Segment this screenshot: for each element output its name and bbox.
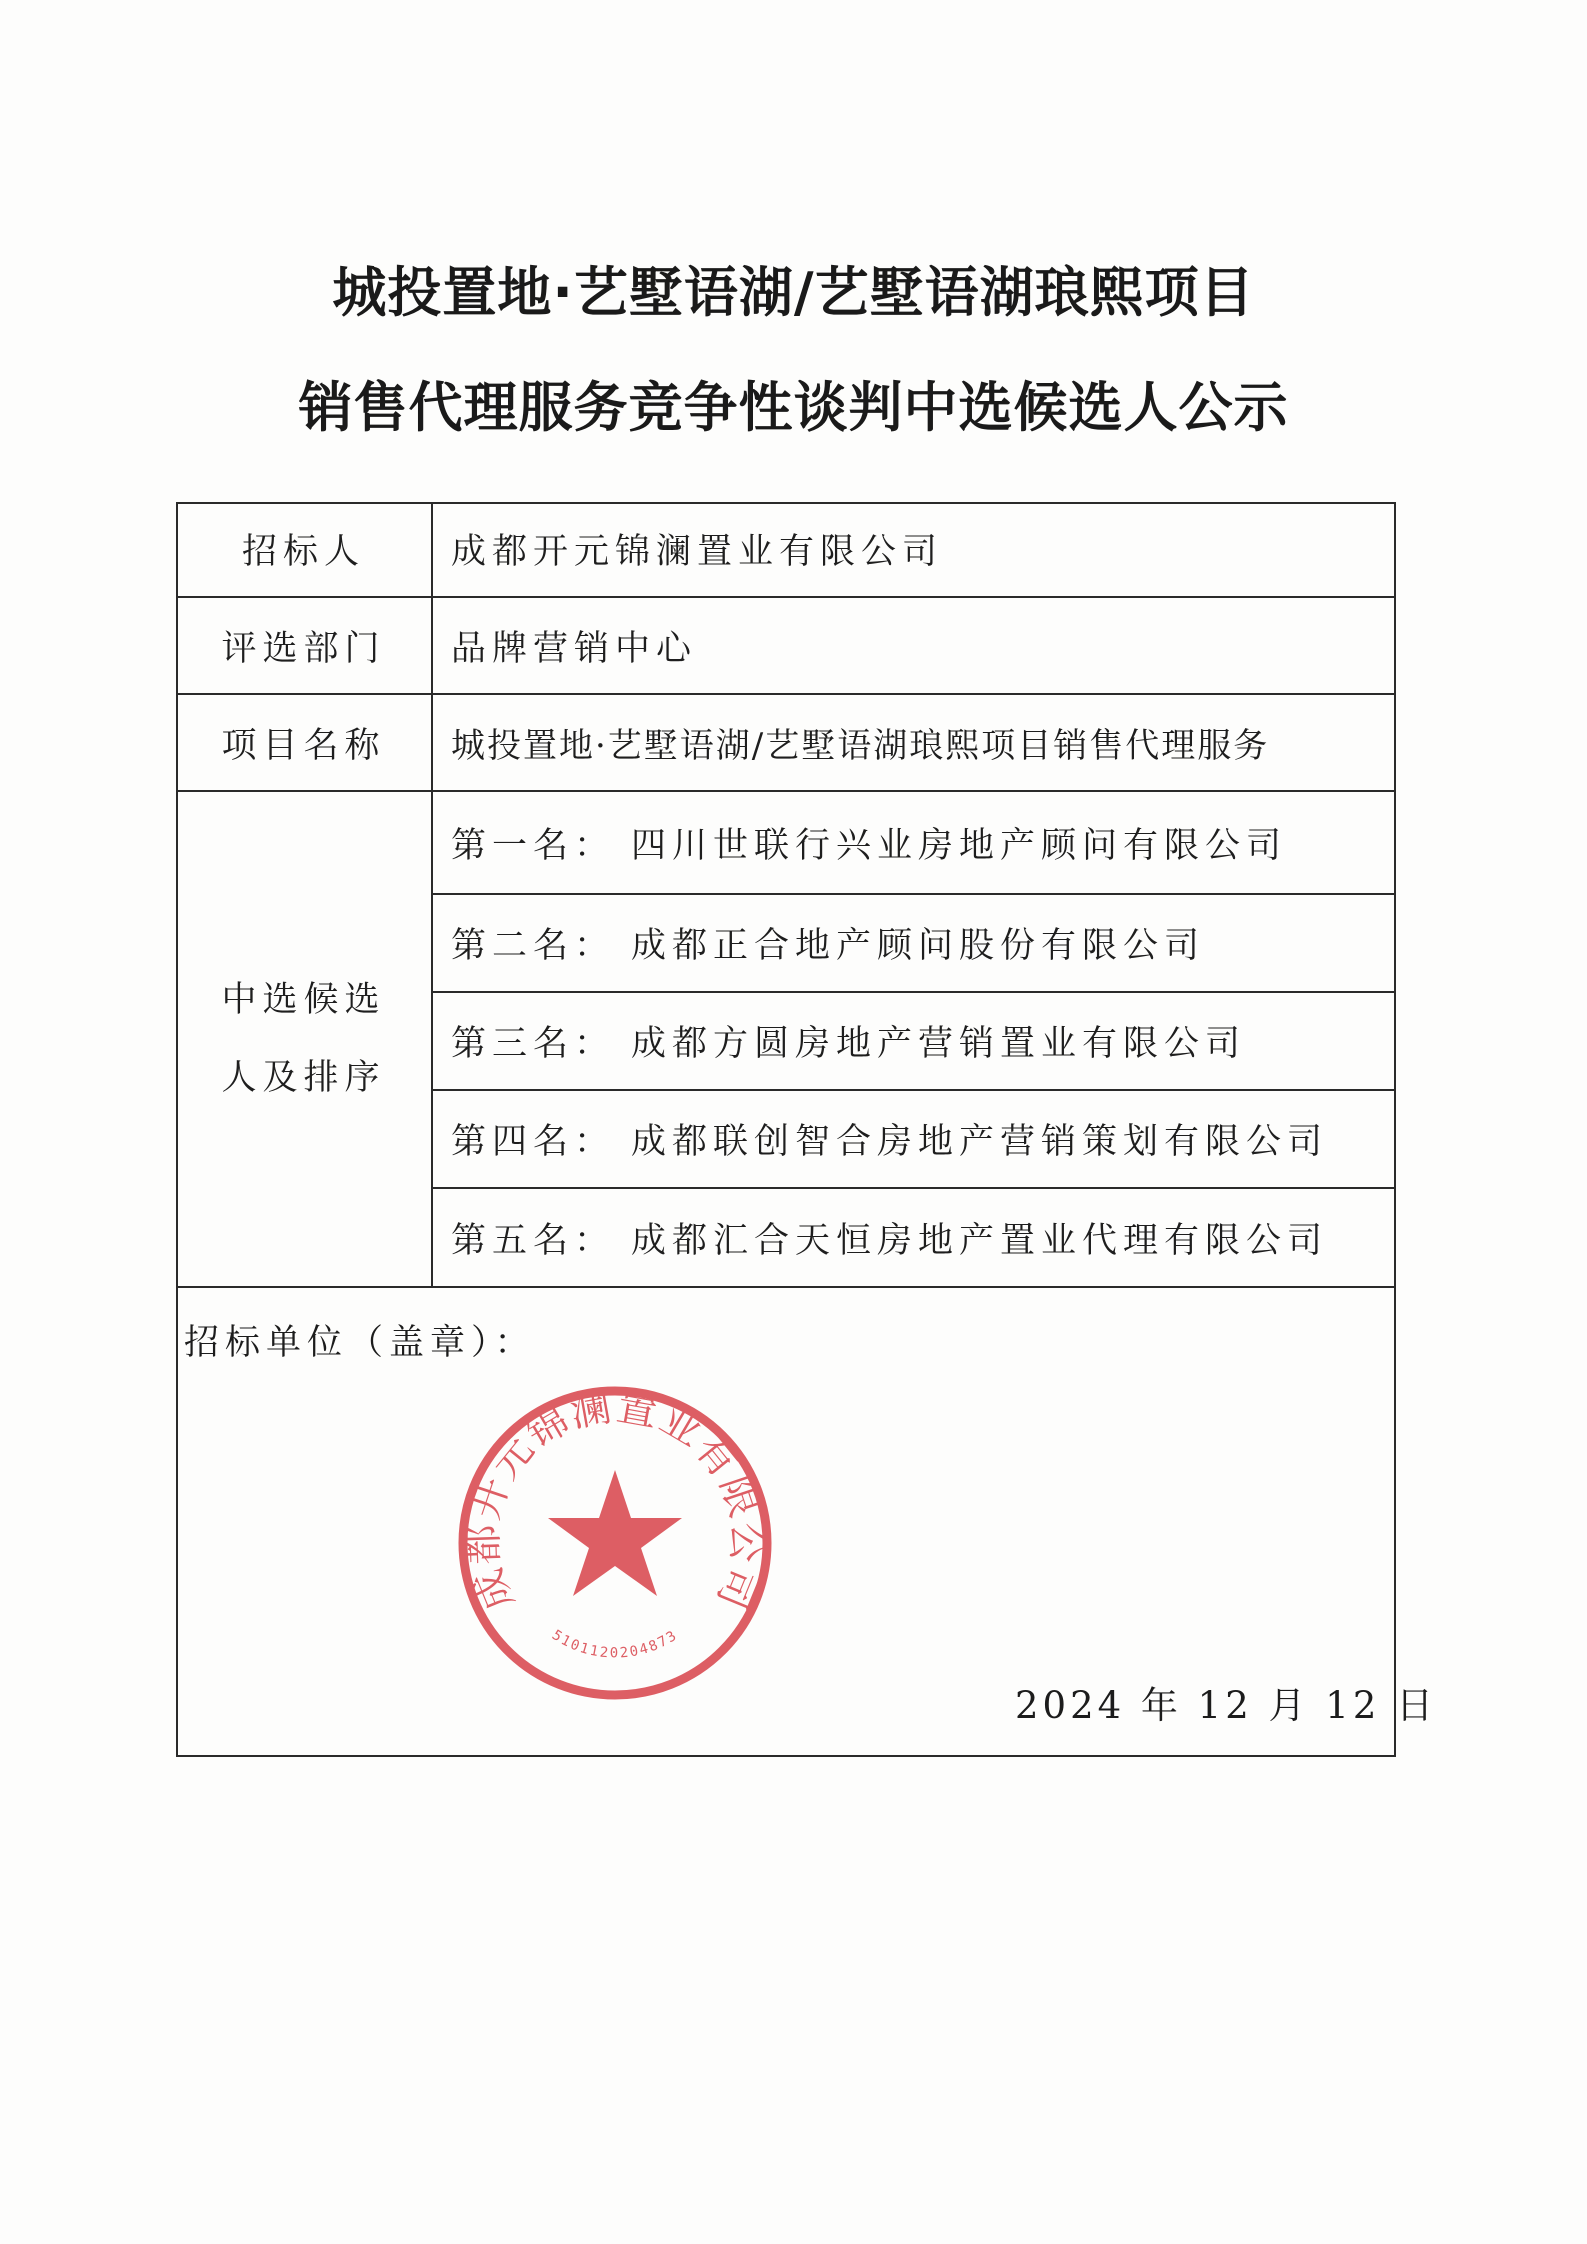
tenderer-value: 成都开元锦澜置业有限公司 [451,532,944,572]
candidate-rank: 第四名： [451,1122,616,1162]
row-divider [176,1286,1396,1288]
candidate-row [433,1189,1396,1286]
department-label: 评选部门 [221,628,386,669]
tenderer-label: 招标人 [241,532,365,572]
candidate-rank: 第一名： [451,825,616,866]
document-title-line-1: 城投置地·艺墅语湖/艺墅语湖琅熙项目 [332,261,1255,324]
candidates-label-line-2: 人及排序 [221,1058,386,1098]
candidate-row [433,895,1396,991]
candidates-label [176,792,431,1286]
project-name-value: 城投置地·艺墅语湖/艺墅语湖琅熙项目销售代理服务 [451,726,1270,766]
candidate-name: 成都方圆房地产营销置业有限公司 [631,1024,1247,1064]
candidate-name: 成都联创智合房地产营销策划有限公司 [631,1122,1329,1162]
candidate-row [433,1091,1396,1187]
svg-text:5101120204873 [549,1627,681,1661]
document-title-line-2: 销售代理服务竞争性谈判中选候选人公示 [298,376,1289,439]
seal-code: 5101120204873 [549,1627,681,1662]
document-date: 2024 年 12 月 12 日 [1015,1684,1438,1727]
company-seal-stamp [450,1378,780,1708]
project-name-label: 项目名称 [221,725,386,766]
candidate-rank: 第二名： [451,926,616,966]
seal-star-icon [548,1470,682,1596]
tender-unit-label: 招标单位（盖章）： [184,1323,536,1363]
candidates-label-line-1: 中选候选 [221,980,386,1020]
seal-text: 成都开元锦澜置业有限公司 [460,1383,770,1617]
candidate-rank: 第三名： [451,1024,616,1064]
candidate-row [433,993,1396,1089]
candidate-name: 成都正合地产顾问股份有限公司 [631,926,1206,966]
department-value: 品牌营销中心 [451,628,698,669]
candidate-row [433,792,1396,893]
candidate-name: 四川世联行兴业房地产顾问有限公司 [631,825,1288,866]
candidate-rank: 第五名： [451,1220,616,1261]
candidate-name: 成都汇合天恒房地产置业代理有限公司 [631,1220,1329,1261]
